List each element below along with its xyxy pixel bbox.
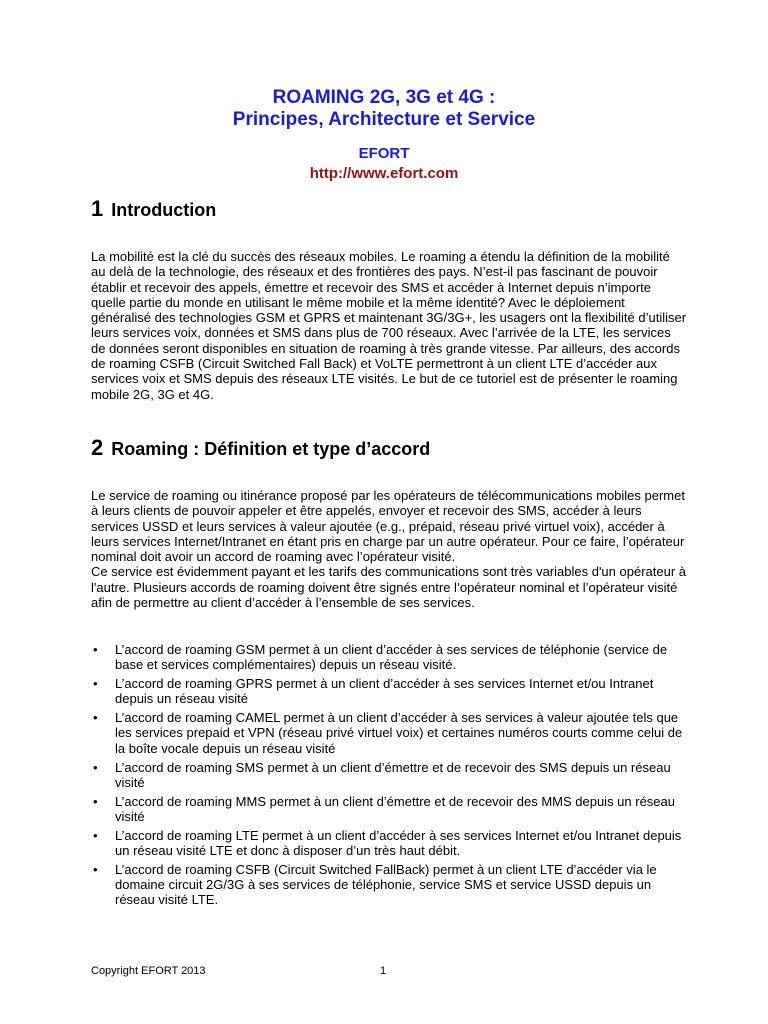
list-item: • L’accord de roaming SMS permet à un client d’émettre et de recevoir des SMS depuis un réseau visité: [91, 760, 687, 791]
page-number: 1: [380, 965, 387, 977]
list-item: • L’accord de roaming CSFB (Circuit Switched FallBack) permet à un client LTE d’accéder via le domaine circuit 2G/3G à ses services de téléphonie, service SMS et service USSD depuis un réseau visité LTE.: [91, 862, 687, 908]
roaming-agreements-list: [91, 642, 687, 911]
roaming-paragraph-a: Le service de roaming ou itinérance proposé par les opérateurs de télécommunications mobiles permet à leurs clients de pouvoir appeler et être appelés, envoyer et recevoir des SMS, accéder à leurs services USSD et leurs services à valeur ajoutée (e.g., prépaid, réseau privé virtuel voix), accéder à leurs services Internet/Intranet en étant pris en charge par un autre opérateur. Pour ce faire, l’opérateur nominal doit avoir un accord de roaming avec l’opérateur visité.: [91, 488, 685, 565]
list-item: • L’accord de roaming GSM permet à un client d’accéder à ses services de téléphonie (service de base et services complémentaires) depuis un réseau visité.: [91, 642, 687, 673]
roaming-paragraphs: [91, 488, 687, 610]
author-url: http://www.efort.com: [309, 165, 459, 182]
list-item: • L’accord de roaming GPRS permet à un client d’accéder à ses services Internet et/ou Intranet depuis un réseau visité: [91, 676, 687, 707]
author-name: EFORT: [358, 145, 410, 162]
list-item: • L’accord de roaming LTE permet à un client d’accéder à ses services Internet et/ou Intranet depuis un réseau visité LTE et donc à disposer d’un très haut débit.: [91, 828, 687, 859]
footer-copyright: Copyright EFORT 2013: [91, 965, 206, 977]
section-title: Introduction: [111, 200, 217, 220]
introduction-paragraph: La mobilité est la clé du succès des réseaux mobiles. Le roaming a étendu la définition de la mobilité au delà de la technologie, des réseaux et des frontières des pays. N’est-il pas fascinant de pouvoir établir et recevoir des appels, émettre et recevoir des SMS et accéder à Internet depuis n’importe quelle partie du monde en utilisant le même mobile et la même identité? Avec le déploiement généralisé des technologies GSM et GPRS et maintenant 3G/3G+, les usagers ont la flexibilité d’utiliser leurs services voix, données et SMS dans plus de 700 réseaux. Avec l’arrivée de la LTE, les services de données seront disponibles en situation de roaming à très grande vitesse. Par ailleurs, des accords de roaming CSFB (Circuit Switched Fall Back) et VoLTE permettront à un client LTE d’accéder aux services voix et SMS depuis des réseaux LTE visités. Le but de ce tutoriel est de présenter le roaming mobile 2G, 3G et 4G.: [91, 249, 687, 402]
section-number: 1: [91, 196, 104, 221]
document-title-line2: Principes, Architecture et Service: [232, 109, 536, 130]
list-item: • L’accord de roaming CAMEL permet à un client d’accéder à ses services à valeur ajoutée tels que les services prepaid et VPN (réseau privé virtuel voix) et certaines numéros courts comme celui de la boîte vocale depuis un réseau visité: [91, 710, 687, 756]
roaming-paragraph-b: Ce service est évidemment payant et les tarifs des communications sont très variables d'un opérateur à l'autre. Plusieurs accords de roaming doivent être signés entre l’opérateur nominal et l’opérateur visité afin de permettre au client d’accéder à l’ensemble de ses services.: [91, 564, 686, 611]
list-item: • L’accord de roaming MMS permet à un client d’émettre et de recevoir des MMS depuis un réseau visité: [91, 794, 687, 825]
section-title: Roaming : Définition et type d’accord: [111, 439, 431, 459]
section-heading-introduction: [91, 197, 216, 222]
section-heading-roaming: [91, 436, 430, 461]
document-title-line1: ROAMING 2G, 3G et 4G :: [272, 87, 496, 108]
section-number: 2: [91, 435, 104, 460]
